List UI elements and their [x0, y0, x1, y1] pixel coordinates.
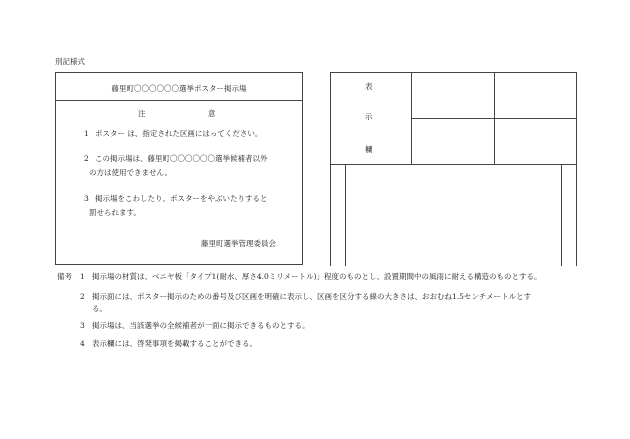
notice-item-number: 2	[84, 154, 89, 163]
notice-signature: 藤里町選挙管理委員会	[201, 239, 276, 248]
notice-item-text-cont: の方は使用できません。	[89, 168, 172, 177]
board-leg	[330, 165, 331, 266]
board-leg	[561, 165, 562, 266]
board-label-char: 表	[365, 82, 373, 91]
notice-item-text: 掲示場をこわしたり、ポスターをやぶいたりすると	[95, 194, 268, 203]
board-leg	[345, 165, 346, 266]
remark-number: 2	[80, 292, 85, 301]
notice-heading-left: 注	[138, 109, 146, 118]
remark-text: 掲示場は、当該選挙の全候補者が一面に掲示できるものとする。	[92, 321, 310, 330]
remark-text: 表示欄には、啓発事項を掲載することができる。	[92, 339, 257, 348]
remark-number: 4	[80, 339, 85, 348]
notice-item-text: ポスター は、指定された区画にはってください。	[95, 129, 263, 138]
notice-item-text: この掲示場は、藤里町〇〇〇〇〇〇選挙候補者以外	[95, 154, 268, 163]
remark-number: 1	[80, 272, 85, 281]
remark-text: 掲示面には、ポスター掲示のための番号及び区画を明確に表示し、区画を区分する線の大きさは、おおむね1.5センチメートルとす	[92, 292, 532, 301]
board-label-char: 示	[365, 112, 373, 121]
notice-title: 藤里町〇〇〇〇〇〇選挙ポスター掲示場	[111, 84, 247, 93]
notice-item-number: 1	[84, 129, 89, 138]
remark-text-cont: る。	[92, 304, 107, 313]
remark-number: 3	[80, 321, 85, 330]
remarks-heading: 備考	[57, 272, 72, 281]
board-label-char: 欄	[365, 145, 373, 154]
board-leg	[576, 165, 577, 266]
remark-text: 掲示場の材質は、ベニヤ板「タイプ1(耐水、厚さ4.0ミリメートル)」程度のものとし、設置期間中の風雨に耐える構造のものとする。	[92, 272, 542, 281]
notice-title-row	[56, 73, 302, 101]
notice-box	[55, 72, 303, 265]
form-label: 別記様式	[55, 57, 85, 66]
board-divider	[411, 118, 577, 119]
notice-item-text-cont: 罰せられます。	[89, 208, 141, 217]
notice-item-number: 3	[84, 194, 89, 203]
notice-heading-right: 意	[208, 109, 216, 118]
